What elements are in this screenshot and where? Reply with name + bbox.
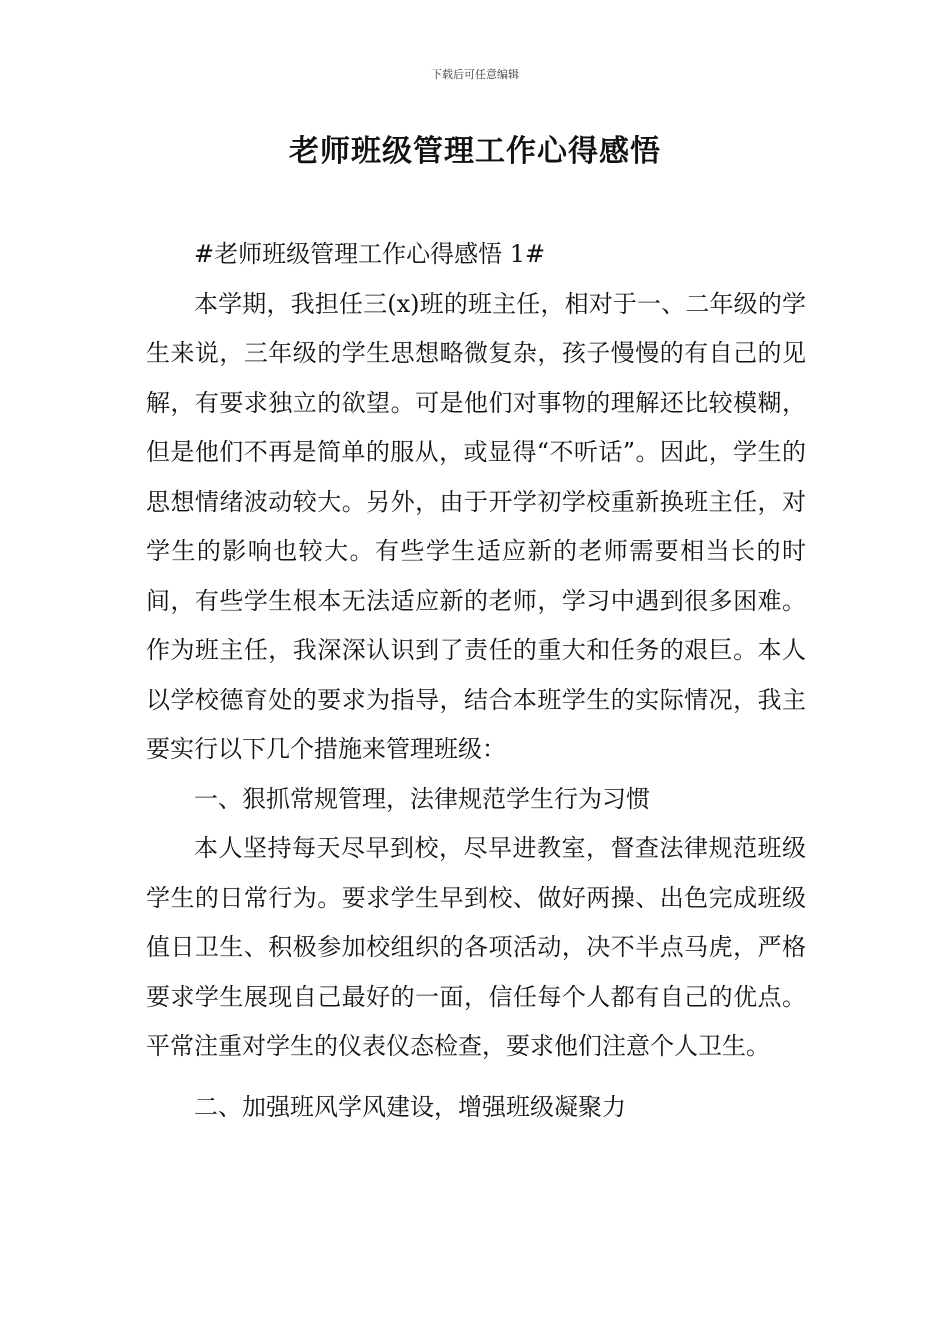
section-heading-1: 一、狠抓常规管理，法律规范学生行为习惯	[194, 784, 650, 813]
paragraph-routine-management: 本人坚持每天尽早到校，尽早进教室，督查法律规范班级学生的日常行为。要求学生早到校、做好两操、出色完成班级值日卫生、积极参加校组织的各项活动，决不半点马虎，严格要求学生展现自己最好的一面，信任每个人都有自己的优点。平常注重对学生的仪表仪态检查，要求他们注意个人卫生。	[146, 834, 806, 1060]
document-body	[146, 230, 806, 1132]
section-marker: #老师班级管理工作心得感悟 1#	[194, 240, 546, 268]
page-title: 老师班级管理工作心得感悟	[289, 134, 661, 169]
paragraph-intro: 本学期，我担任三(x)班的班主任，相对于一、二年级的学生来说，三年级的学生思想略微复杂，孩子慢慢的有自己的见解，有要求独立的欲望。可是他们对事物的理解还比较模糊，但是他们不再是简单的服从，或显得“不听话”。因此，学生的思想情绪波动较大。另外，由于开学初学校重新换班主任，对学生的影响也较大。有些学生适应新的老师需要相当长的时间，有些学生根本无法适应新的老师，学习中遇到很多困难。作为班主任，我深深认识到了责任的重大和任务的艰巨。本人以学校德育处的要求为指导，结合本班学生的实际情况，我主要实行以下几个措施来管理班级：	[146, 289, 806, 763]
header-note: 下载后可任意编辑	[431, 68, 519, 81]
section-heading-2: 二、加强班风学风建设，增强班级凝聚力	[194, 1092, 626, 1121]
